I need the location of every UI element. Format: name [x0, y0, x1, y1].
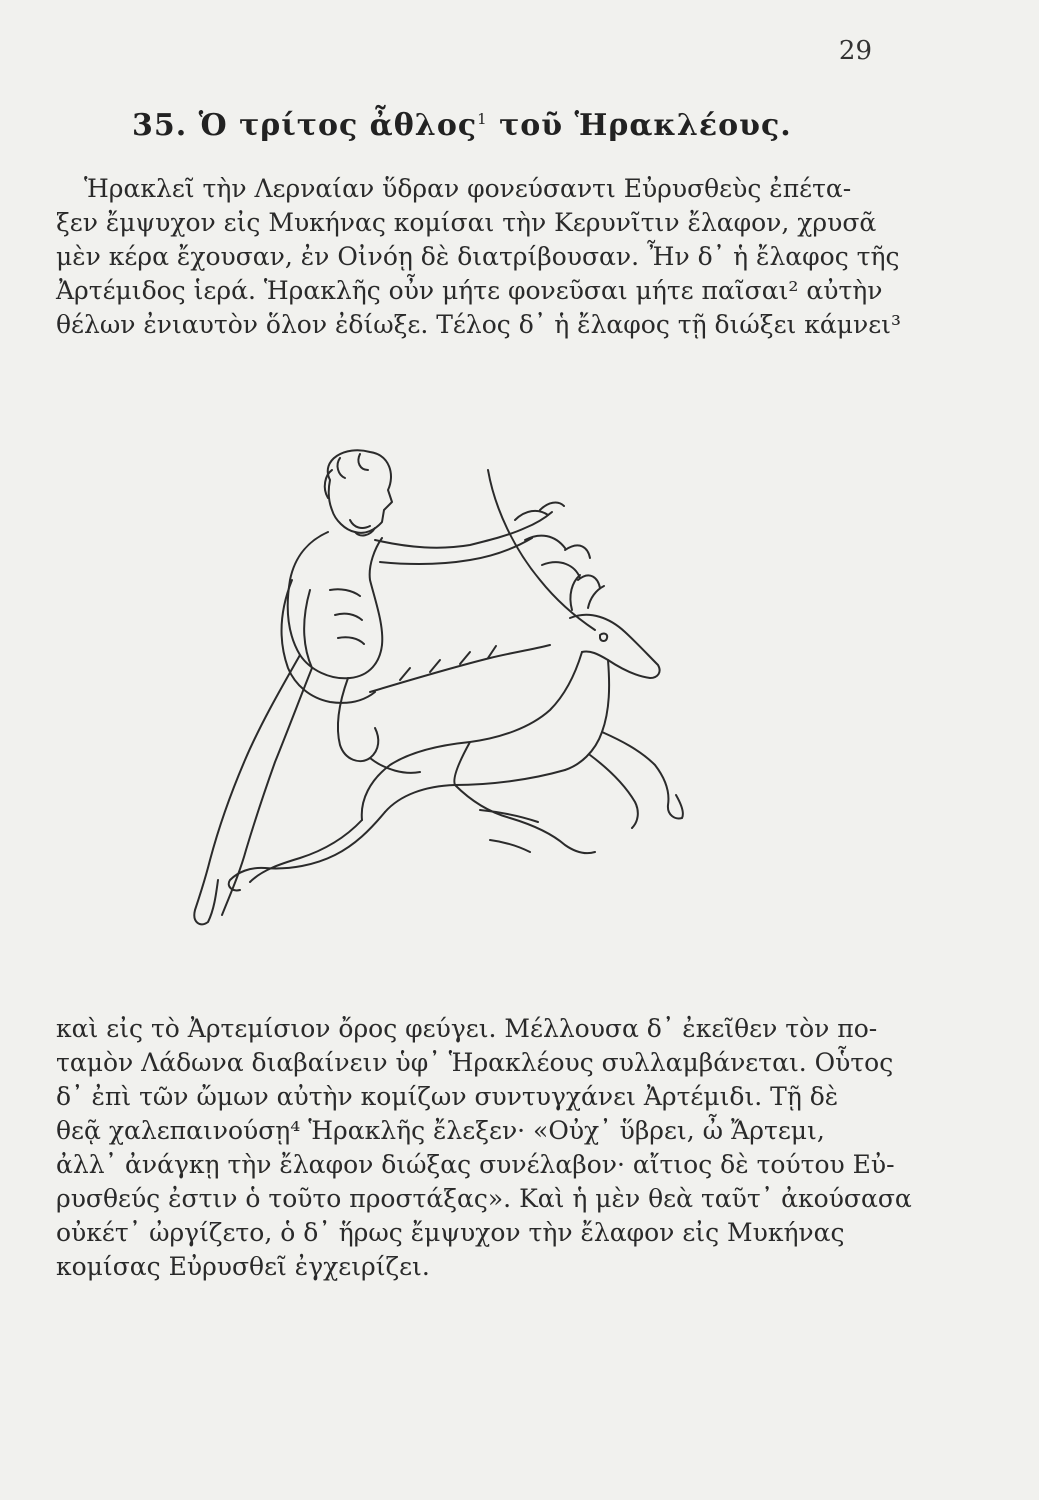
text-line: ἀλλ᾽ ἀνάγκῃ τὴν ἔλαφον διώξας συνέλαβον· αἴτιος δὲ τούτου Εὐ-: [56, 1150, 895, 1179]
text-line: μὲν κέρα ἔχουσαν, ἐν Οἰνόῃ δὲ διατρίβουσαν. Ἦν δ᾽ ἡ ἔλαφος τῆς: [56, 242, 900, 271]
page-number: 29: [838, 36, 872, 66]
text-line: θέλων ἐνιαυτὸν ὅλον ἐδίωξε. Τέλος δ᾽ ἡ ἔλαφος τῇ διώξει κάμνει³: [56, 310, 901, 339]
line-drawing: [170, 440, 750, 970]
heading-footnote-marker: 1: [477, 110, 488, 128]
paragraph-intro: [56, 172, 901, 342]
text-line: οὐκέτ᾽ ὠργίζετο, ὁ δ᾽ ἥρως ἔμψυχον τὴν ἔλαφον εἰς Μυκήνας: [56, 1218, 845, 1247]
heading-prefix: 35.: [132, 108, 199, 143]
text-line: καὶ εἰς τὸ Ἀρτεμίσιον ὄρος φεύγει. Μέλλουσα δ᾽ ἐκεῖθεν τὸν πο-: [56, 1014, 878, 1043]
text-line: Ἡρακλεῖ τὴν Λερναίαν ὕδραν φονεύσαντι Εὐρυσθεὺς ἐπέτα-: [84, 174, 852, 203]
text-line: Ἀρτέμιδος ἱερά. Ἡρακλῆς οὖν μήτε φονεῦσαι μήτε παῖσαι² αὐτὴν: [56, 276, 883, 305]
text-line: κομίσας Εὐρυσθεῖ ἐγχειρίζει.: [56, 1252, 430, 1281]
paragraph-conclusion: [56, 1012, 912, 1284]
text-line: ξεν ἔμψυχον εἰς Μυκήνας κομίσαι τὴν Κερυνῖτιν ἔλαφον, χρυσᾶ: [56, 208, 877, 237]
text-line: θεᾷ χαλεπαινούσῃ⁴ Ἡρακλῆς ἔλεξεν· «Οὐχ᾽ ὕβρει, ὦ Ἄρτεμι,: [56, 1116, 825, 1145]
text-line: ρυσθεύς ἐστιν ὁ τοῦτο προστάξας». Καὶ ἡ μὲν θεὰ ταῦτ᾽ ἀκούσασα: [56, 1184, 912, 1213]
chapter-heading: [132, 108, 832, 143]
heading-suffix: τοῦ Ἡρακλέους.: [487, 108, 792, 143]
text-line: δ᾽ ἐπὶ τῶν ὤμων αὐτὴν κομίζων συντυγχάνει Ἀρτέμιδι. Τῇ δὲ: [56, 1082, 839, 1111]
heracles-and-hind-illustration: [170, 440, 750, 970]
heading-title: Ὁ τρίτος ἆθλος: [198, 108, 478, 143]
text-line: ταμὸν Λάδωνα διαβαίνειν ὑφ᾽ Ἡρακλέους συλλαμβάνεται. Οὗτος: [56, 1048, 894, 1077]
